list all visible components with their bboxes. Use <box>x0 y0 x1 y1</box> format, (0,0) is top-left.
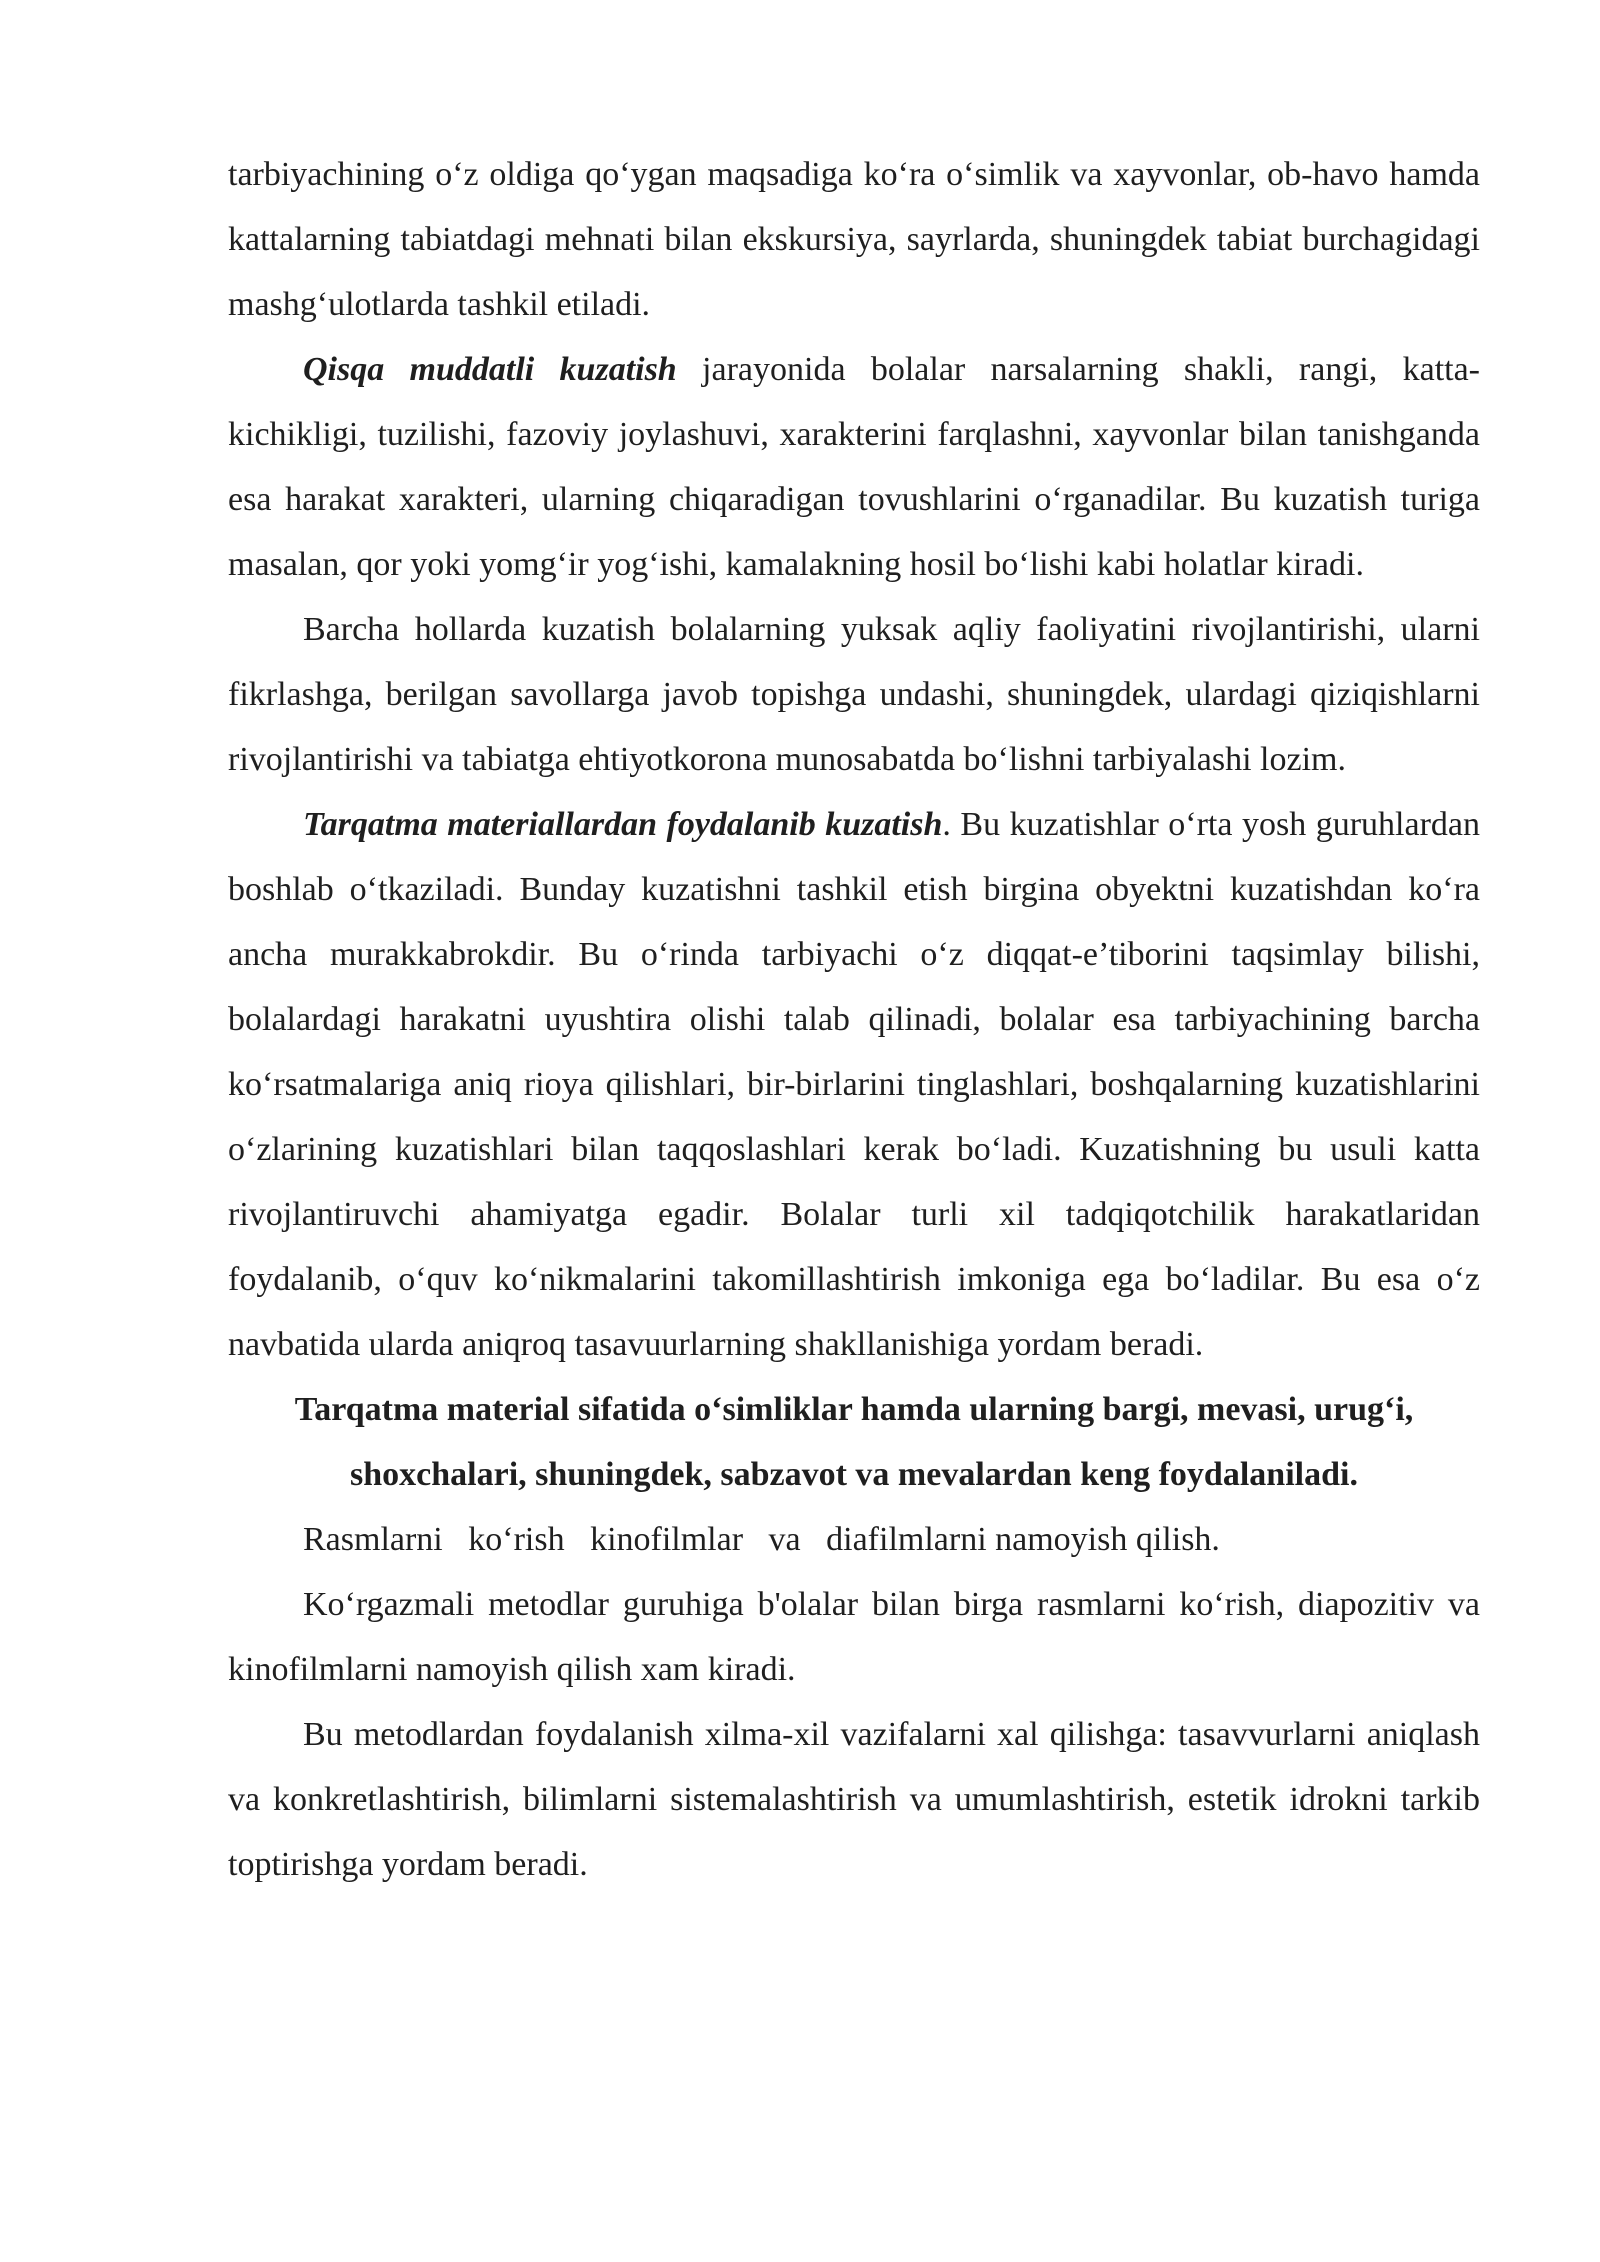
paragraph-all-cases: Barcha hollarda kuzatish bolalarning yuksak aqliy faoliyatini rivojlantirishi, ularni fikrlashga, berilgan savollarga javob topishga undashi, shuningdek, ulardagi qiziqishlarni rivojlantirishi va tabiatga ehtiyotkorona munosabatda bo‘lishni tarbiyalashi lozim. <box>228 611 1480 778</box>
paragraph-pictures: Rasmlarni ko‘rish kinofilmlar va diafilmlarni namoyish qilish. <box>303 1521 1220 1558</box>
document-page <box>228 142 1480 1897</box>
paragraph-methods-use: Bu metodlardan foydalanish xilma-xil vazifalarni xal qilishga: tasavvurlarni aniqlash va konkretlashtirish, bilimlarni sistemalashtirish va umumlashtirish, estetik idrokni tarkib toptirishga yordam beradi. <box>228 1716 1480 1883</box>
paragraph-handout-text: . Bu kuzatishlar o‘rta yosh guruhlardan boshlab o‘tkaziladi. Bunday kuzatishni tashkil etish birgina obyektni kuzatishdan ko‘ra ancha murakkabrokdir. Bu o‘rinda tarbiyachi o‘z diqqat-e’tiborini taqsimlay bilishi, bolalardagi harakatni uyushtira olishi talab qilinadi, bolalar esa tarbiyachining barcha ko‘rsatmalariga aniq rioya qilishlari, bir-birlarini tinglashlari, boshqalarning kuzatishlarini o‘zlarining kuzatishlari bilan taqqoslashlari kerak bo‘ladi. Kuzatishning bu usuli katta rivojlantiruvchi ahamiyatga egadir. Bolalar turli xil tadqiqotchilik harakatlaridan foydalanib, o‘quv ko‘nikmalarini takomillashtirish imkoniga ega bo‘ladilar. Bu esa o‘z navbatida ularda aniqroq tasavuurlarning shakllanishiga yordam beradi. <box>228 806 1481 1363</box>
paragraph-handout-observation <box>228 792 1480 1377</box>
section-heading: Tarqatma material sifatida o‘simliklar hamda ularning bargi, mevasi, urug‘i, shoxchalari, shuningdek, sabzavot va mevalardan keng foydalaniladi. <box>294 1391 1414 1493</box>
paragraph-short-term-text: jarayonida bolalar narsalarning shakli, rangi, katta-kichikligi, tuzilishi, fazoviy joylashuvi, xarakterini farqlashni, xayvonlar bilan tanishganda esa harakat xarakteri, ularning chiqaradigan tovushlarini o‘rganadilar. Bu kuzatish turiga masalan, qor yoki yomg‘ir yog‘ishi, kamalakning hosil bo‘lishi kabi holatlar kiradi. <box>228 351 1480 583</box>
term-handout-observation: Tarqatma materiallardan foydalanib kuzatish <box>303 806 943 843</box>
paragraph-continuation: tarbiyachining o‘z oldiga qo‘ygan maqsadiga ko‘ra o‘simlik va xayvonlar, ob-havo hamda kattalarning tabiatdagi mehnati bilan ekskursiya, sayrlarda, shuningdek tabiat burchagidagi mashg‘ulotlarda tashkil etiladi. <box>228 156 1480 323</box>
paragraph-short-term-observation <box>228 337 1480 597</box>
term-short-term-observation: Qisqa muddatli kuzatish <box>303 351 677 388</box>
paragraph-visual-methods: Ko‘rgazmali metodlar guruhiga b'olalar bilan birga rasmlarni ko‘rish, diapozitiv va kinofilmlarni namoyish qilish xam kiradi. <box>228 1586 1480 1688</box>
